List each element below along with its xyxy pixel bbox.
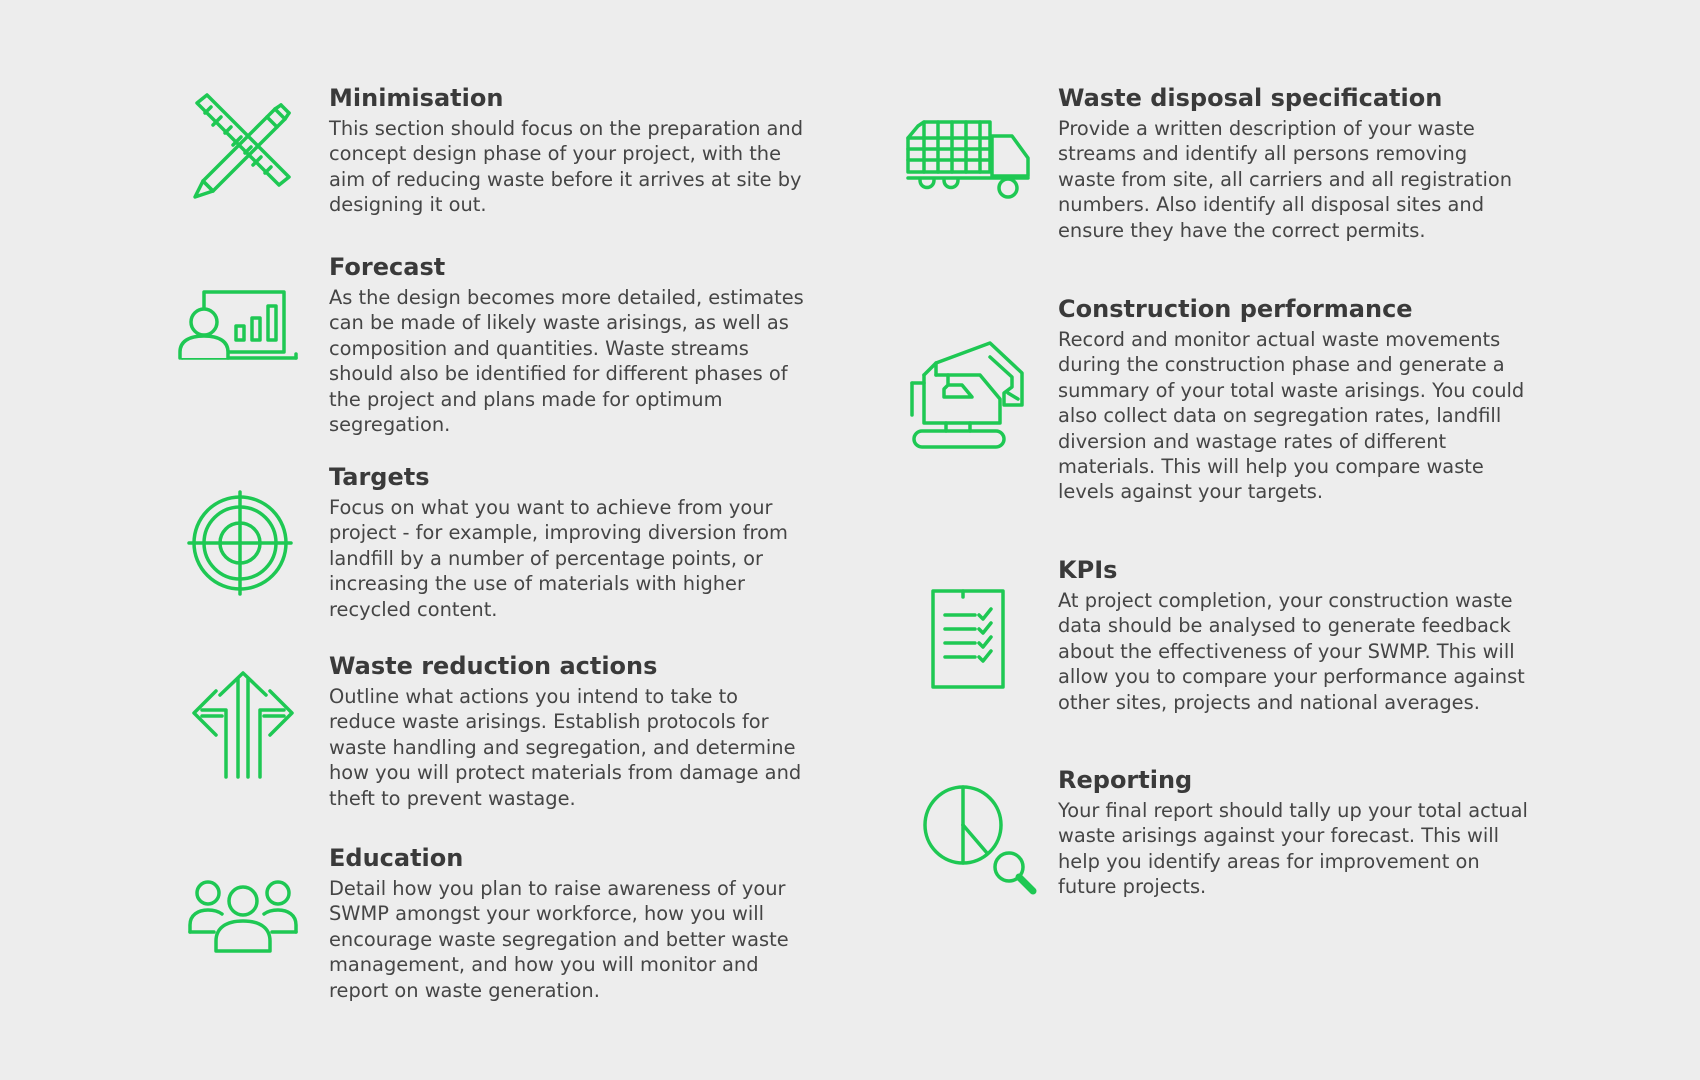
excavator-icon [908, 335, 1038, 465]
targets-title: Targets [329, 463, 430, 491]
minimisation-body: This section should focus on the preparation and concept design phase of your project, with the aim of reducing waste before it arrives at site by designing it out. [329, 117, 804, 217]
construction-performance-title: Construction performance [1058, 295, 1413, 323]
pencil-ruler-icon [177, 85, 307, 215]
reporting-body: Your final report should tally up your total actual waste arisings against your forecast. This will help you identify areas for improvement on future projects. [1058, 799, 1528, 899]
kpis-title: KPIs [1058, 556, 1118, 584]
waste-reduction-actions-text [329, 651, 809, 811]
waste-reduction-actions-title: Waste reduction actions [329, 652, 658, 680]
target-icon [175, 478, 305, 608]
reporting-text [1058, 765, 1528, 900]
education-text [329, 843, 809, 1003]
waste-reduction-actions-body: Outline what actions you intend to take to reduce waste arisings. Establish protocols for waste handling and segregation, and determine how you will protect materials from damage and theft to prevent wastage. [329, 685, 802, 810]
forecast-text [329, 252, 809, 437]
targets-text [329, 462, 809, 622]
construction-performance-text [1058, 294, 1528, 505]
education-body: Detail how you plan to raise awareness of your SWMP amongst your workforce, how you will encourage waste segregation and better waste management, and how you will monitor and report on waste generation. [329, 877, 789, 1002]
kpis-body: At project completion, your construction waste data should be analysed to generate feedback about the effectiveness of your SWMP. This will allow you to compare your performance against other sites, projects and national averages. [1058, 589, 1525, 714]
reporting-title: Reporting [1058, 766, 1193, 794]
arrows-up-icon [178, 665, 308, 795]
education-title: Education [329, 844, 464, 872]
people-group-icon [178, 855, 308, 985]
presentation-chart-icon [174, 260, 304, 390]
targets-body: Focus on what you want to achieve from your project - for example, improving diversion from landfill by a number of percentage points, or increasing the use of materials with higher recycled content. [329, 496, 788, 621]
truck-icon [904, 98, 1034, 228]
construction-performance-body: Record and monitor actual waste movements during the construction phase and generate a summary of your total waste arisings. You could also collect data on segregation rates, landfill diversion and wastage rates of different materials. This will help you compare waste levels against your targets. [1058, 328, 1525, 504]
forecast-title: Forecast [329, 253, 446, 281]
forecast-body: As the design becomes more detailed, estimates can be made of likely waste arisings, as well as composition and quantities. Waste streams should also be identified for different phases of the project and plans made for optimum segregation. [329, 286, 804, 437]
minimisation-text [329, 83, 809, 218]
waste-disposal-specification-title: Waste disposal specification [1058, 84, 1443, 112]
waste-disposal-specification-text [1058, 83, 1528, 243]
checklist-icon [903, 575, 1033, 705]
minimisation-title: Minimisation [329, 84, 504, 112]
waste-disposal-specification-body: Provide a written description of your waste streams and identify all persons removing waste from site, all carriers and all registration numbers. Also identify all disposal sites and ensure they have the correct permits. [1058, 117, 1513, 242]
kpis-text [1058, 555, 1528, 715]
pie-chart-magnifier-icon [911, 775, 1041, 905]
